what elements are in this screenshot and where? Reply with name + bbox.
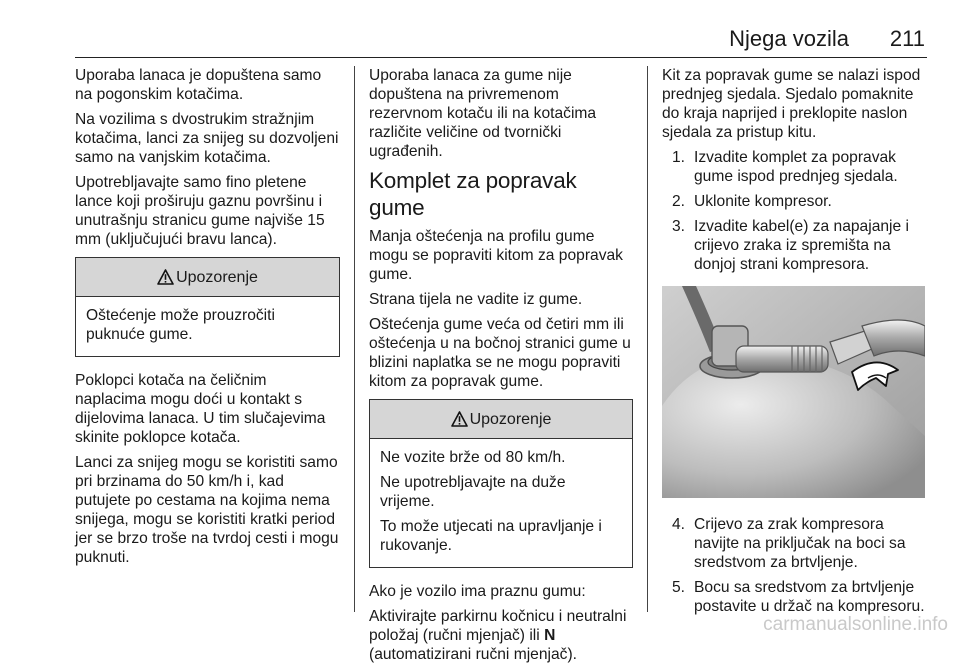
step-text: Bocu sa sredstvom za brtvljenje postavite u držač na kompresoru. — [694, 579, 925, 615]
warning-header — [76, 258, 339, 297]
paragraph: Lanci za snijeg mogu se koristiti samo pri brzinama do 50 km/h i, kad putujete po cestama na kojima nema snijega, mogu se koristiti kratki period jer se brzo troše na tvrdoj cesti i mogu puknuti. — [75, 454, 339, 566]
paragraph: Manja oštećenja na profilu gume mogu se popraviti kitom za popravak gume. — [369, 228, 623, 283]
step-number: 3. — [672, 218, 686, 235]
step-number: 2. — [672, 193, 686, 210]
list-item — [672, 192, 927, 211]
warning-box — [369, 399, 633, 568]
paragraph: Upotrebljavajte samo fino pletene lance koji proširuju gaznu površinu i unutrašnju stranicu gume najviše 15 mm (uključujući bravu lanca). — [75, 174, 325, 248]
column-2 — [369, 66, 633, 670]
step-text: Izvadite komplet za popravak gume ispod prednjeg sjedala. — [694, 149, 898, 185]
warning-header — [370, 400, 632, 439]
warning-line: Ne upotrebljavajte na duže vrijeme. — [380, 474, 566, 510]
warning-title: Upozorenje — [176, 268, 258, 286]
paragraph: Poklopci kotača na čeličnim naplacima mogu doći u kontakt s dijelovima lanaca. U tim slučajevima skinite poklopce kotača. — [75, 372, 326, 446]
watermark-link[interactable]: carmanualsonline.info — [763, 614, 948, 635]
list-item — [672, 148, 927, 186]
paragraph: Na vozilima s dvostrukim stražnjim kotačima, lanci za snijeg su dozvoljeni samo na vanjskim kotačima. — [75, 111, 339, 166]
warning-body — [370, 439, 632, 567]
warning-text: Oštećenje može prouzročiti puknuće gume. — [86, 307, 275, 343]
warning-title: Upozorenje — [469, 410, 552, 428]
paragraph — [369, 607, 633, 664]
steps-list — [662, 148, 927, 274]
steps-list — [662, 515, 927, 616]
step-text: Crijevo za zrak kompresora navijte na priključak na boci sa sredstvom za brtvljenje. — [694, 516, 906, 571]
column-divider — [354, 66, 355, 612]
page-number: 211 — [889, 26, 925, 51]
paragraph: Strana tijela ne vadite iz gume. — [369, 291, 583, 308]
step-text: Uklonite kompresor. — [694, 193, 832, 210]
compressor-hose-illustration — [662, 286, 925, 498]
warning-box — [75, 257, 340, 357]
paragraph: Oštećenja gume veća od četiri mm ili oštećenja u na bočnoj stranici gume u blizini naplatka se ne mogu popraviti kitom za popravak gume. — [369, 316, 631, 390]
column-3 — [662, 66, 927, 622]
paragraph: Kit za popravak gume se nalazi ispod prednjeg sjedala. Sjedalo pomaknite do kraja naprijed i preklopite naslon sjedala za pristup kitu. — [662, 67, 921, 141]
paragraph: Uporaba lanaca za gume nije dopuštena na privremenom rezervnom kotaču ili na kotačima različite veličine od tvornički ugrađenih. — [369, 67, 597, 160]
list-item — [672, 515, 927, 572]
header-rule — [75, 57, 927, 58]
section-title: Njega vozila — [729, 26, 849, 51]
warning-line: To može utjecati na upravljanje i rukovanje. — [380, 518, 602, 554]
warning-line: Ne vozite brže od 80 km/h. — [380, 449, 566, 466]
text-span: Aktivirajte parkirnu kočnicu i neutralni položaj (ručni mjenjač) ili — [369, 608, 627, 644]
text-span: (automatizirani ručni mjenjač). — [369, 646, 577, 663]
step-number: 5. — [672, 579, 686, 596]
section-heading: Komplet za popravak gume — [369, 168, 577, 220]
step-number: 4. — [672, 516, 686, 533]
page-header — [75, 26, 927, 60]
paragraph: Ako je vozilo ima praznu gumu: — [369, 583, 586, 600]
step-text: Izvadite kabel(e) za napajanje i crijevo zraka iz spremišta na donjoj strani kompresora. — [694, 218, 909, 273]
column-divider — [647, 66, 648, 612]
warning-body — [76, 297, 339, 356]
gear-position-n: N — [544, 627, 556, 644]
paragraph: Uporaba lanaca je dopuštena samo na pogonskim kotačima. — [75, 67, 322, 103]
warning-triangle-icon — [157, 269, 174, 285]
column-1 — [75, 66, 340, 573]
list-item — [672, 217, 927, 274]
step-number: 1. — [672, 149, 686, 166]
warning-triangle-icon — [451, 411, 468, 427]
list-item — [672, 578, 927, 616]
